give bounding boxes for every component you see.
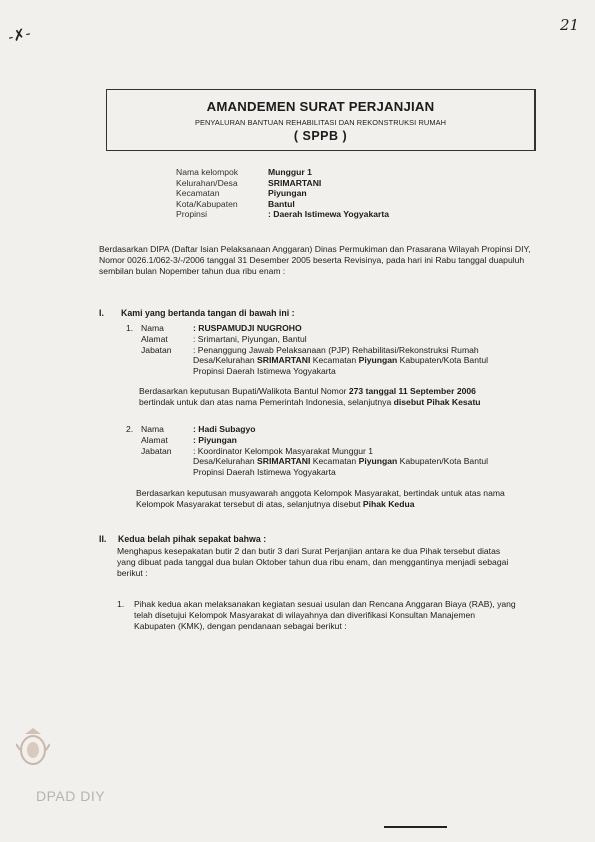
party-row [126, 424, 556, 435]
group-info [176, 167, 389, 220]
field-label: Alamat [141, 434, 168, 445]
item-1-text: Pihak kedua akan melaksanakan kegiatan sesuai usulan dan Rencana Anggaran Biaya (RAB), yang telah disetujui Kelompok Masyarakat di wilayahnya dan diverifikasi Konsultan Manajemen Kabupaten (KMK), dengan pendanaan sebagai berikut : [134, 599, 516, 631]
party-position-line: Propinsi Daerah Istimewa Yogyakarta [193, 366, 336, 377]
intro-paragraph: Berdasarkan DIPA (Daftar Isian Pelaksanaan Anggaran) Dinas Permukiman dan Prasarana Wilayah Propinsi DIY, Nomor 0026.1/062-3/-/2006 tanggal 31 Desember 2005 beserta Revisinya, pada hari ini Rabu tanggal duapuluh sembilan bulan Nopember tahun dua ribu enam : [99, 244, 531, 276]
info-value: Munggur 1 [268, 167, 312, 177]
title-box [106, 89, 536, 151]
party-position-line: Desa/Kelurahan SRIMARTANI Kecamatan Piyungan Kabupaten/Kota Bantul [193, 456, 489, 467]
party-number: 1. [126, 323, 134, 333]
info-value: : Daerah Istimewa Yogyakarta [268, 209, 390, 220]
info-row [176, 188, 389, 199]
document-subtitle: PENYALURAN BANTUAN REHABILITASI DAN REKONSTRUKSI RUMAH [194, 118, 447, 127]
field-label: Alamat [141, 333, 168, 344]
section-2-heading: Kedua belah pihak sepakat bahwa : [118, 534, 267, 544]
party-position: : Penanggung Jawab Pelaksanaan (PJP) Rehabilitasi/Rekonstruksi Rumah [193, 344, 479, 355]
info-row [176, 199, 389, 210]
party-address: : Piyungan [193, 434, 237, 445]
party-number: 2. [126, 424, 134, 434]
section-2-text: Menghapus kesepakatan butir 2 dan butir 3 dari Surat Perjanjian antara ke dua Pihak tersebut diatas yang dibuat pada tanggal dua bulan Oktober tahun dua ribu enam, dan menggantinya menjadi sebagai berikut : [117, 546, 509, 578]
party-1-basis: Berdasarkan keputusan Bupati/Walikota Bantul Nomor 273 tanggal 11 September 2006 bertindak untuk dan atas nama Pemerintah Indonesia, selanjutnya disebut Pihak Kesatu [139, 386, 481, 407]
party-position: : Koordinator Kelompok Masyarakat Munggur 1 [193, 445, 374, 456]
party-position-line: Desa/Kelurahan SRIMARTANI Kecamatan Piyungan Kabupaten/Kota Bantul [193, 355, 489, 366]
party-row [126, 456, 556, 467]
info-value: SRIMARTANI [268, 177, 322, 188]
info-label: Kelurahan/Desa [176, 177, 238, 188]
party-row [126, 366, 556, 377]
party-1 [126, 323, 556, 377]
info-value: Bantul [268, 198, 295, 209]
party-row [126, 334, 556, 345]
field-label: Nama [141, 424, 164, 434]
emblem-seal-icon [16, 726, 50, 772]
party-row [126, 446, 556, 457]
section-1-heading: Kami yang bertanda tangan di bawah ini : [121, 308, 295, 318]
field-label: Nama [141, 323, 164, 333]
page-number: 21 [560, 16, 580, 34]
party-row [126, 467, 556, 478]
field-label: Jabatan [141, 344, 172, 355]
party-name: : Hadi Subagyo [193, 424, 256, 434]
party-name: : RUSPAMUDJI NUGROHO [193, 323, 302, 333]
info-row [176, 209, 389, 220]
info-row [176, 167, 389, 178]
field-label: Jabatan [141, 445, 172, 456]
info-label: Nama kelompok [176, 167, 239, 177]
info-label: Kecamatan [176, 188, 220, 199]
section-2-numeral: II. [99, 534, 107, 544]
party-row [126, 323, 556, 334]
corner-mark: -✗- [6, 24, 33, 47]
party-row [126, 435, 556, 446]
info-value: Piyungan [268, 188, 307, 199]
watermark: DPAD DIY [36, 788, 106, 804]
info-label: Kota/Kabupaten [176, 198, 238, 209]
info-row [176, 178, 389, 189]
info-label: Propinsi [176, 209, 208, 220]
party-row [126, 355, 556, 366]
party-row [126, 345, 556, 356]
party-address: : Srimartani, Piyungan, Bantul [193, 333, 307, 344]
party-2 [126, 424, 556, 478]
footer-line [384, 826, 447, 828]
party-2-basis: Berdasarkan keputusan musyawarah anggota Kelompok Masyarakat, bertindak untuk atas nama Kelompok Masyarakat tersebut di atas, selanjutnya disebut Pihak Kedua [136, 488, 505, 509]
party-position-line: Propinsi Daerah Istimewa Yogyakarta [193, 467, 336, 478]
item-1-number: 1. [117, 599, 125, 609]
section-1-numeral: I. [99, 308, 104, 318]
document-title: AMANDEMEN SURAT PERJANJIAN [206, 99, 435, 114]
document-abbreviation: ( SPPB ) [293, 129, 348, 143]
